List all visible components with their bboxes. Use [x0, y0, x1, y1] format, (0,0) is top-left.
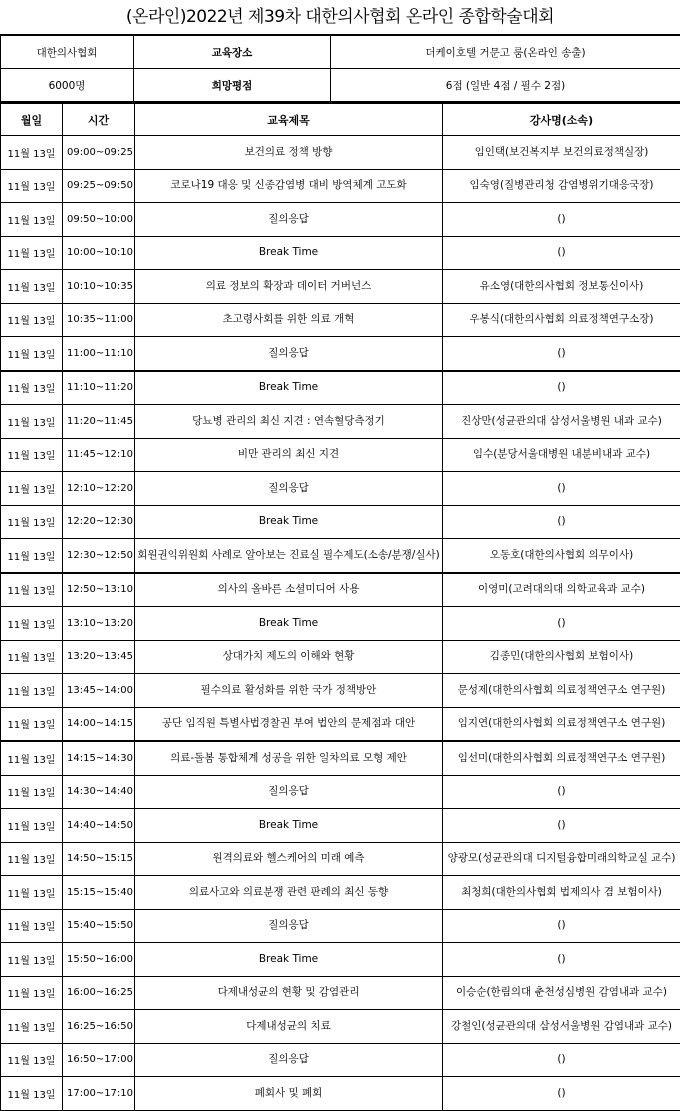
session-title: 원격의료와 헬스케어의 미래 예측 [135, 842, 443, 876]
session-date: 11월 13일 [1, 539, 63, 573]
schedule-header-row [1, 103, 680, 136]
session-lecturer: 임인택(보건복지부 보건의료정책실장) [443, 136, 680, 170]
session-title: Break Time [135, 371, 443, 405]
session-title: 의료 정보의 확장과 데이터 거버넌스 [135, 270, 443, 304]
session-time: 11:00~11:10 [63, 337, 135, 371]
session-time: 12:50~13:10 [63, 573, 135, 607]
header-date: 월일 [1, 103, 63, 136]
session-date: 11월 13일 [1, 775, 63, 809]
schedule-row [1, 203, 680, 237]
schedule-row [1, 943, 680, 977]
schedule-row [1, 775, 680, 809]
session-date: 11월 13일 [1, 136, 63, 170]
session-title: 회원권익위원회 사례로 알아보는 진료실 필수제도(소송/분쟁/실사) [135, 539, 443, 573]
session-title: 다제내성균의 현황 및 감염관리 [135, 976, 443, 1010]
session-lecturer: () [443, 1043, 680, 1077]
info-row-points [1, 69, 680, 102]
session-date: 11월 13일 [1, 707, 63, 741]
session-date: 11월 13일 [1, 1043, 63, 1077]
session-date: 11월 13일 [1, 236, 63, 270]
session-lecturer: () [443, 1077, 680, 1111]
schedule-row [1, 573, 680, 607]
session-time: 11:45~12:10 [63, 438, 135, 472]
schedule-row [1, 976, 680, 1010]
session-title: 비만 관리의 최신 지견 [135, 438, 443, 472]
session-time: 10:10~10:35 [63, 270, 135, 304]
session-lecturer: 임선미(대한의사협회 의료정책연구소 연구원) [443, 741, 680, 775]
schedule-row [1, 707, 680, 741]
header-time: 시간 [63, 103, 135, 136]
session-date: 11월 13일 [1, 371, 63, 405]
session-time: 11:10~11:20 [63, 371, 135, 405]
session-lecturer: 양광모(성균관의대 디지털융합미래의학교실 교수) [443, 842, 680, 876]
schedule-row [1, 236, 680, 270]
session-date: 11월 13일 [1, 438, 63, 472]
session-title: 질의응답 [135, 337, 443, 371]
schedule-row [1, 876, 680, 910]
session-title: Break Time [135, 943, 443, 977]
points-label: 희망평점 [134, 69, 331, 102]
session-time: 17:00~17:10 [63, 1077, 135, 1111]
schedule-row [1, 1010, 680, 1044]
session-date: 11월 13일 [1, 573, 63, 607]
session-title: 다제내성균의 치료 [135, 1010, 443, 1044]
session-lecturer: () [443, 809, 680, 843]
session-date: 11월 13일 [1, 842, 63, 876]
session-time: 10:00~10:10 [63, 236, 135, 270]
schedule-row [1, 337, 680, 371]
session-time: 10:35~11:00 [63, 303, 135, 337]
session-lecturer: () [443, 943, 680, 977]
session-lecturer: 임지연(대한의사협회 의료정책연구소 연구원) [443, 707, 680, 741]
venue-label: 교육장소 [134, 36, 331, 69]
session-title: 질의응답 [135, 775, 443, 809]
session-time: 13:45~14:00 [63, 674, 135, 708]
session-lecturer: () [443, 909, 680, 943]
session-date: 11월 13일 [1, 270, 63, 304]
schedule-body [1, 136, 680, 1111]
schedule-row [1, 438, 680, 472]
session-time: 09:00~09:25 [63, 136, 135, 170]
session-date: 11월 13일 [1, 169, 63, 203]
session-time: 13:10~13:20 [63, 607, 135, 641]
session-date: 11월 13일 [1, 1077, 63, 1111]
session-title: 보건의료 정책 방향 [135, 136, 443, 170]
session-title: 폐회사 및 폐회 [135, 1077, 443, 1111]
session-time: 12:20~12:30 [63, 505, 135, 539]
session-title: 의료-돌봄 통합체계 성공을 위한 일차의료 모형 제안 [135, 741, 443, 775]
session-title: Break Time [135, 236, 443, 270]
info-row-venue [1, 36, 680, 69]
schedule-row [1, 842, 680, 876]
session-date: 11월 13일 [1, 809, 63, 843]
session-lecturer: () [443, 236, 680, 270]
session-lecturer: () [443, 607, 680, 641]
session-title: Break Time [135, 607, 443, 641]
session-lecturer: () [443, 371, 680, 405]
session-title: 상대가치 제도의 이해와 현황 [135, 640, 443, 674]
session-time: 15:15~15:40 [63, 876, 135, 910]
session-title: Break Time [135, 505, 443, 539]
schedule-row [1, 909, 680, 943]
schedule-row [1, 1043, 680, 1077]
session-date: 11월 13일 [1, 943, 63, 977]
session-time: 14:15~14:30 [63, 741, 135, 775]
session-date: 11월 13일 [1, 674, 63, 708]
session-lecturer: 임수(분당서울대병원 내분비내과 교수) [443, 438, 680, 472]
session-lecturer: 김종민(대한의사협회 보험이사) [443, 640, 680, 674]
session-date: 11월 13일 [1, 876, 63, 910]
schedule-row [1, 539, 680, 573]
session-date: 11월 13일 [1, 472, 63, 506]
session-date: 11월 13일 [1, 741, 63, 775]
session-lecturer: 유소영(대한의사협회 정보통신이사) [443, 270, 680, 304]
session-lecturer: 이영미(고려대의대 의학교육과 교수) [443, 573, 680, 607]
session-time: 15:40~15:50 [63, 909, 135, 943]
session-time: 09:25~09:50 [63, 169, 135, 203]
session-date: 11월 13일 [1, 1010, 63, 1044]
session-time: 14:50~15:15 [63, 842, 135, 876]
session-lecturer: 진상만(성균관의대 삼성서울병원 내과 교수) [443, 405, 680, 439]
session-date: 11월 13일 [1, 976, 63, 1010]
session-title: 초고령사회를 위한 의료 개혁 [135, 303, 443, 337]
session-time: 14:30~14:40 [63, 775, 135, 809]
header-title: 교육제목 [135, 103, 443, 136]
session-lecturer: () [443, 337, 680, 371]
session-title: 공단 임직원 특별사법경찰권 부여 법안의 문제점과 대안 [135, 707, 443, 741]
capacity-value: 6000명 [1, 69, 134, 102]
session-date: 11월 13일 [1, 909, 63, 943]
session-title: 질의응답 [135, 472, 443, 506]
session-time: 09:50~10:00 [63, 203, 135, 237]
session-lecturer: () [443, 472, 680, 506]
session-title: 의사의 올바른 소셜미디어 사용 [135, 573, 443, 607]
session-date: 11월 13일 [1, 203, 63, 237]
session-lecturer: 강철인(성균관의대 삼성서울병원 감염내과 교수) [443, 1010, 680, 1044]
session-date: 11월 13일 [1, 337, 63, 371]
session-lecturer: 우봉식(대한의사협회 의료정책연구소장) [443, 303, 680, 337]
schedule-row [1, 136, 680, 170]
schedule-row [1, 405, 680, 439]
session-time: 16:00~16:25 [63, 976, 135, 1010]
session-title: 질의응답 [135, 203, 443, 237]
session-lecturer: 이승순(한림의대 춘천성심병원 감염내과 교수) [443, 976, 680, 1010]
schedule-row [1, 741, 680, 775]
session-time: 15:50~16:00 [63, 943, 135, 977]
session-lecturer: 오동호(대한의사협회 의무이사) [443, 539, 680, 573]
page-title: (온라인)2022년 제39차 대한의사협회 온라인 종합학술대회 [0, 0, 680, 35]
session-time: 16:50~17:00 [63, 1043, 135, 1077]
session-time: 13:20~13:45 [63, 640, 135, 674]
session-lecturer: 최청희(대한의사협회 법제의사 겸 보험이사) [443, 876, 680, 910]
info-table [0, 35, 680, 102]
session-lecturer: () [443, 203, 680, 237]
session-lecturer: () [443, 775, 680, 809]
schedule-row [1, 270, 680, 304]
schedule-row [1, 371, 680, 405]
session-title: 당뇨병 관리의 최신 지견 : 연속혈당측정기 [135, 405, 443, 439]
session-time: 16:25~16:50 [63, 1010, 135, 1044]
venue-value: 더케이호텔 거문고 룸(온라인 송출) [331, 36, 680, 69]
session-time: 12:10~12:20 [63, 472, 135, 506]
header-lecturer: 강사명(소속) [443, 103, 680, 136]
session-title: 필수의료 활성화를 위한 국가 정책방안 [135, 674, 443, 708]
session-title: 질의응답 [135, 909, 443, 943]
session-title: 의료사고와 의료분쟁 관련 판례의 최신 동향 [135, 876, 443, 910]
session-time: 14:40~14:50 [63, 809, 135, 843]
schedule-row [1, 674, 680, 708]
schedule-row [1, 505, 680, 539]
schedule-table [0, 102, 680, 1111]
schedule-row [1, 303, 680, 337]
session-date: 11월 13일 [1, 405, 63, 439]
session-lecturer: 임숙영(질병관리청 감염병위기대응국장) [443, 169, 680, 203]
session-time: 14:00~14:15 [63, 707, 135, 741]
schedule-row [1, 640, 680, 674]
points-value: 6점 (일반 4점 / 필수 2점) [331, 69, 680, 102]
schedule-row [1, 607, 680, 641]
session-title: 질의응답 [135, 1043, 443, 1077]
session-date: 11월 13일 [1, 303, 63, 337]
session-date: 11월 13일 [1, 505, 63, 539]
schedule-row [1, 1077, 680, 1111]
session-date: 11월 13일 [1, 607, 63, 641]
session-lecturer: 문성제(대한의사협회 의료정책연구소 연구원) [443, 674, 680, 708]
session-title: Break Time [135, 809, 443, 843]
session-title: 코로나19 대응 및 신종감염병 대비 방역체계 고도화 [135, 169, 443, 203]
schedule-row [1, 169, 680, 203]
session-date: 11월 13일 [1, 640, 63, 674]
schedule-row [1, 809, 680, 843]
session-time: 12:30~12:50 [63, 539, 135, 573]
session-lecturer: () [443, 505, 680, 539]
organizer-value: 대한의사협회 [1, 36, 134, 69]
schedule-row [1, 472, 680, 506]
session-time: 11:20~11:45 [63, 405, 135, 439]
